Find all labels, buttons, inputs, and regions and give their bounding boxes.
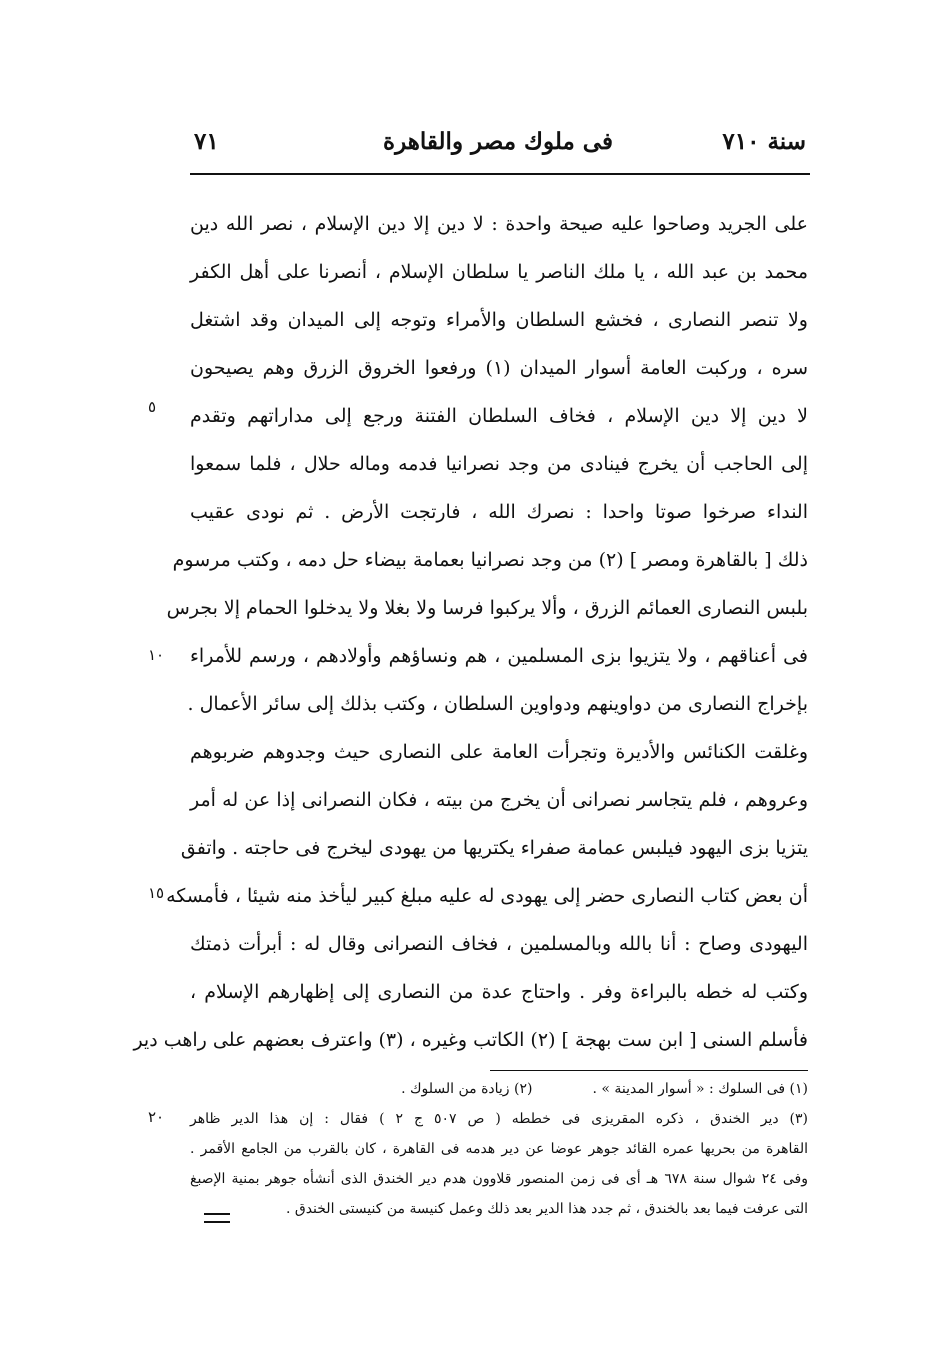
text-line: محمد بن عبد الله ، يا ملك الناصر يا سلطان الإسلام ، أنصرنا على أهل الكفر bbox=[190, 261, 808, 283]
text-line: ذلك [ بالقاهرة ومصر ] (٢) من وجد نصرانيا بعمامة بيضاء حل دمه ، وكتب مرسوم bbox=[172, 549, 808, 571]
text-line: وعروهم ، فلم يتجاسر نصرانى أن يخرج من بيته ، فكان النصرانى إذا عن له أمر bbox=[190, 789, 808, 811]
text-line: فأسلم السنى [ ابن ست بهجة ] (٢) الكاتب وغيره ، (٣) واعترف بعضهم على راهب دير bbox=[133, 1029, 808, 1051]
footnote-line: وفى ٢٤ شوال سنة ٦٧٨ هـ أى فى زمن المنصور قلاوون هدم دير الخندق الذى أنشأه جوهر بمنية الإصبغ bbox=[190, 1171, 809, 1187]
margin-line-number: ١٥ bbox=[148, 884, 165, 902]
text-line: وكتب له خطه بالبراءة وفر . واحتاج عدة من النصارى إلى إظهارهم الإسلام ، bbox=[190, 981, 808, 1003]
text-line: بإخراج النصارى من دواوينهم ودواوين السلطان ، وكتب بذلك إلى سائر الأعمال . bbox=[187, 693, 808, 715]
header-divider bbox=[190, 173, 810, 175]
footnote-end-mark bbox=[204, 1213, 230, 1223]
margin-line-number: ٢٠ bbox=[148, 1108, 165, 1126]
footnote-3: (٣) دير الخندق ، ذكره المقريزى فى خططه ( ص ٥٠٧ ج ٢ ) فقال : إن هذا الدير ظاهر bbox=[190, 1111, 809, 1127]
text-line: على الجريد وصاحوا عليه صيحة واحدة : لا دين إلا دين الإسلام ، نصر الله دين bbox=[190, 213, 808, 235]
footnote-line: التى عرفت فيما بعد بالخندق ، ثم جدد هذا الدير بعد ذلك وعمل كنيسة من كنيستى الخندق . bbox=[285, 1201, 808, 1217]
header-title: فى ملوك مصر والقاهرة bbox=[383, 128, 613, 155]
text-line: فى أعناقهم ، ولا يتزيوا بزى المسلمين ، هم ونساؤهم وأولادهم ، ورسم للأمراء bbox=[190, 645, 808, 667]
text-line: سره ، وركبت العامة أسوار الميدان (١) ورفعوا الخروق الزرق وهم يصيحون bbox=[190, 357, 808, 379]
text-line: ولا تنصر النصارى ، فخشع السلطان والأمراء وتوجه إلى الميدان وقد اشتغل bbox=[190, 309, 808, 331]
text-line: النداء صرخوا صوتا واحدا : نصرك الله ، فارتجت الأرض . ثم نودى عقيب bbox=[190, 501, 808, 523]
text-line: لا دين إلا دين الإسلام ، فخاف السلطان الفتنة ورجع إلى مداراتهم وتقدم bbox=[190, 405, 808, 427]
footnote-line: القاهرة من بحريها عمره القائد جوهر عوضا عن دير هدمه فى القاهرة ، كان بالقرب من الجامع الأقمر . bbox=[190, 1141, 808, 1157]
text-line: يتزيا بزى اليهود فيلبس عمامة صفراء يكتريها من يهودى ليخرج فى حاجته . واتفق bbox=[180, 837, 808, 859]
footnote-line bbox=[190, 1074, 808, 1104]
margin-line-number: ٥ bbox=[148, 398, 157, 416]
footnote-2: (٢) زيادة من السلوك . bbox=[401, 1081, 533, 1097]
page-header bbox=[190, 128, 806, 168]
margin-line-number: ١٠ bbox=[148, 646, 165, 664]
text-line: وغلقت الكنائس والأديرة وتجرأت العامة على النصارى حيث وجدوهم ضربوهم bbox=[190, 741, 808, 763]
footnote-divider bbox=[490, 1070, 808, 1071]
text-line: بلبس النصارى العمائم الزرق ، وألا يركبوا فرسا ولا بغلا ولا يدخلوا الحمام إلا بجرس bbox=[166, 597, 808, 619]
header-year: سنة ٧١٠ bbox=[722, 128, 806, 155]
text-line: إلى الحاجب أن يخرج فينادى من وجد نصرانيا فدمه وماله حلال ، فلما سمعوا bbox=[190, 453, 808, 475]
text-line: اليهودى وصاح : أنا بالله وبالمسلمين ، فخاف النصرانى وقال له : أبرأت ذمتك bbox=[190, 933, 808, 955]
page-number: ٧١ bbox=[194, 128, 219, 155]
footnote-1: (١) فى السلوك : « أسوار المدينة » . bbox=[592, 1081, 808, 1097]
footnotes bbox=[190, 1074, 808, 1224]
text-line: أن بعض كتاب النصارى حضر إلى يهودى له عليه مبلغ كبير ليأخذ منه شيئا ، فأمسكه bbox=[166, 885, 808, 907]
